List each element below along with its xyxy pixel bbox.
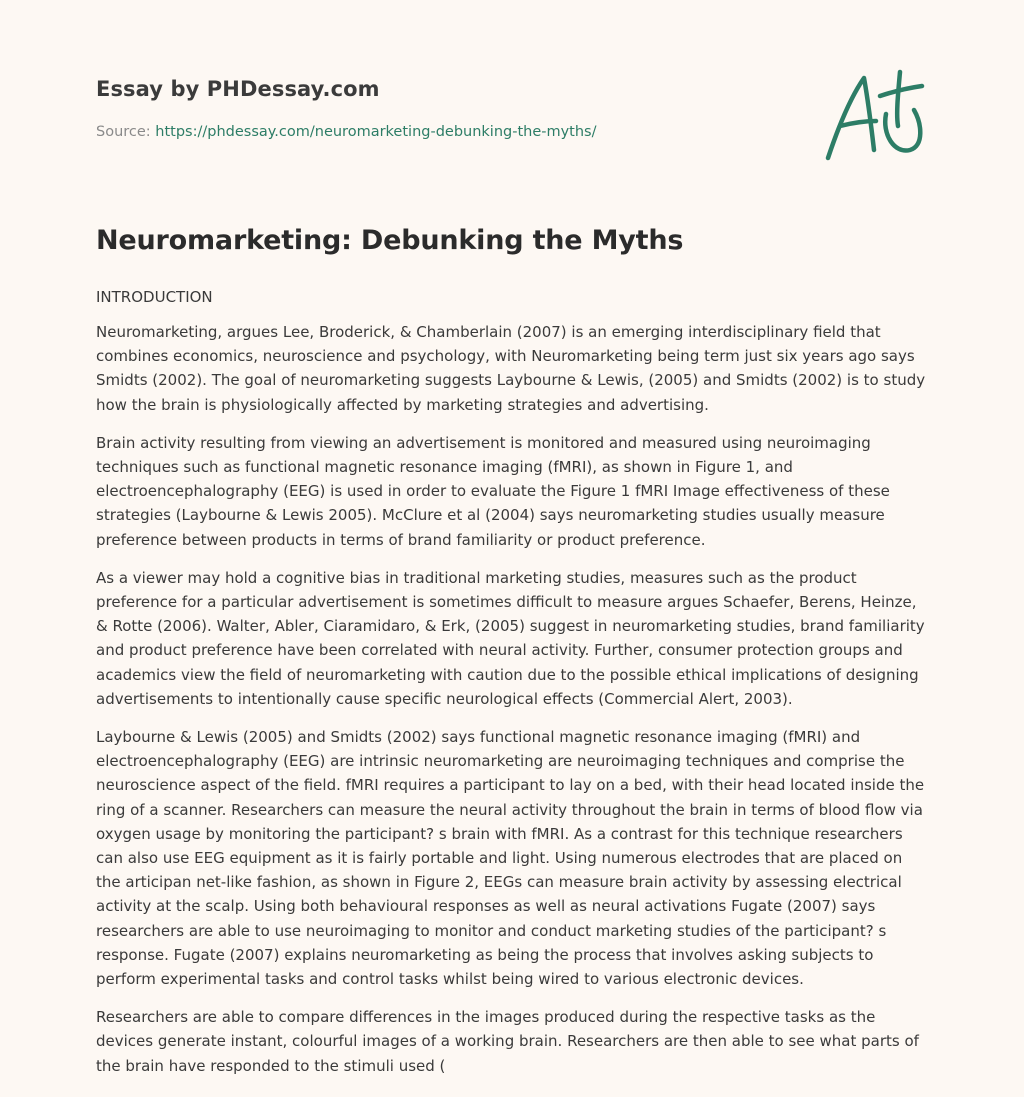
essay-paragraph: Laybourne & Lewis (2005) and Smidts (2002) says functional magnetic resonance imaging (fMRI) and electroencephalography (EEG) are intrinsic neuromarketing are neuroimaging techniques and comprise the neuroscience aspect of the field. fMRI requires a participant to lay on a bed, with their head located inside the ring of a scanner. Researchers can measure the neural activity throughout the brain in terms of blood flow via oxygen usage by monitoring the participant? s brain with fMRI. As a contrast for this technique researchers can also use EEG equipment as it is fairly portable and light. Using numerous electrodes that are placed on the articipan net-like fashion, as shown in Figure 2, EEGs can measure brain activity by assessing electrical activity at the scalp. Using both behavioural responses as well as neural activations Fugate (2007) says researchers are able to use neuroimaging to monitor and conduct marketing studies of the participant? s response. Fugate (2007) explains neuromarketing as being the process that involves asking subjects to perform experimental tasks and control tasks whilst being wired to various electronic devices. bbox=[96, 728, 925, 989]
essay-paragraph: Brain activity resulting from viewing an advertisement is monitored and measured using neuroimaging techniques such as functional magnetic resonance imaging (fMRI), as shown in Figure 1, and electroencephalography (EEG) is used in order to evaluate the Figure 1 fMRI Image effectiveness of these strategies (Laybourne & Lewis 2005). McClure et al (2004) says neuromarketing studies usually measure preference between products in terms of brand familiarity or product preference. bbox=[96, 433, 890, 549]
source-line bbox=[96, 124, 597, 140]
source-label: Source: bbox=[96, 124, 156, 140]
site-brand: Essay by PHDessay.com bbox=[96, 77, 380, 101]
section-heading: INTRODUCTION bbox=[96, 288, 213, 306]
source-link[interactable]: https://phdessay.com/neuromarketing-debunking-the-myths/ bbox=[155, 124, 597, 140]
essay-paragraph: As a viewer may hold a cognitive bias in traditional marketing studies, measures such as the product preference for a particular advertisement is sometimes difficult to measure argues Schaefer, Berens, Heinze, & Rotte (2006). Walter, Abler, Ciaramidaro, & Erk, (2005) suggest in neuromarketing studies, brand familiarity and product preference have been correlated with neural activity. Further, consumer protection groups and academics view the field of neuromarketing with caution due to the possible ethical implications of designing advertisements to intentionally cause specific neurological effects (Commercial Alert, 2003). bbox=[96, 568, 925, 708]
essay-body bbox=[96, 286, 926, 1092]
essay-paragraph: Neuromarketing, argues Lee, Broderick, & Chamberlain (2007) is an emerging interdisciplinary field that combines economics, neuroscience and psychology, with Neuromarketing being term just six years ago says Smidts (2002). The goal of neuromarketing suggests Laybourne & Lewis, (2005) and Smidts (2002) is to study how the brain is physiologically affected by marketing strategies and advertising. bbox=[96, 323, 926, 414]
essay-title: Neuromarketing: Debunking the Myths bbox=[96, 225, 684, 256]
essay-paragraph: Researchers are able to compare differences in the images produced during the respective tasks as the devices generate instant, colourful images of a working brain. Researchers are then able to see what parts of the brain have responded to the stimuli used ( bbox=[96, 1008, 919, 1075]
a-plus-logo-icon bbox=[818, 66, 928, 166]
